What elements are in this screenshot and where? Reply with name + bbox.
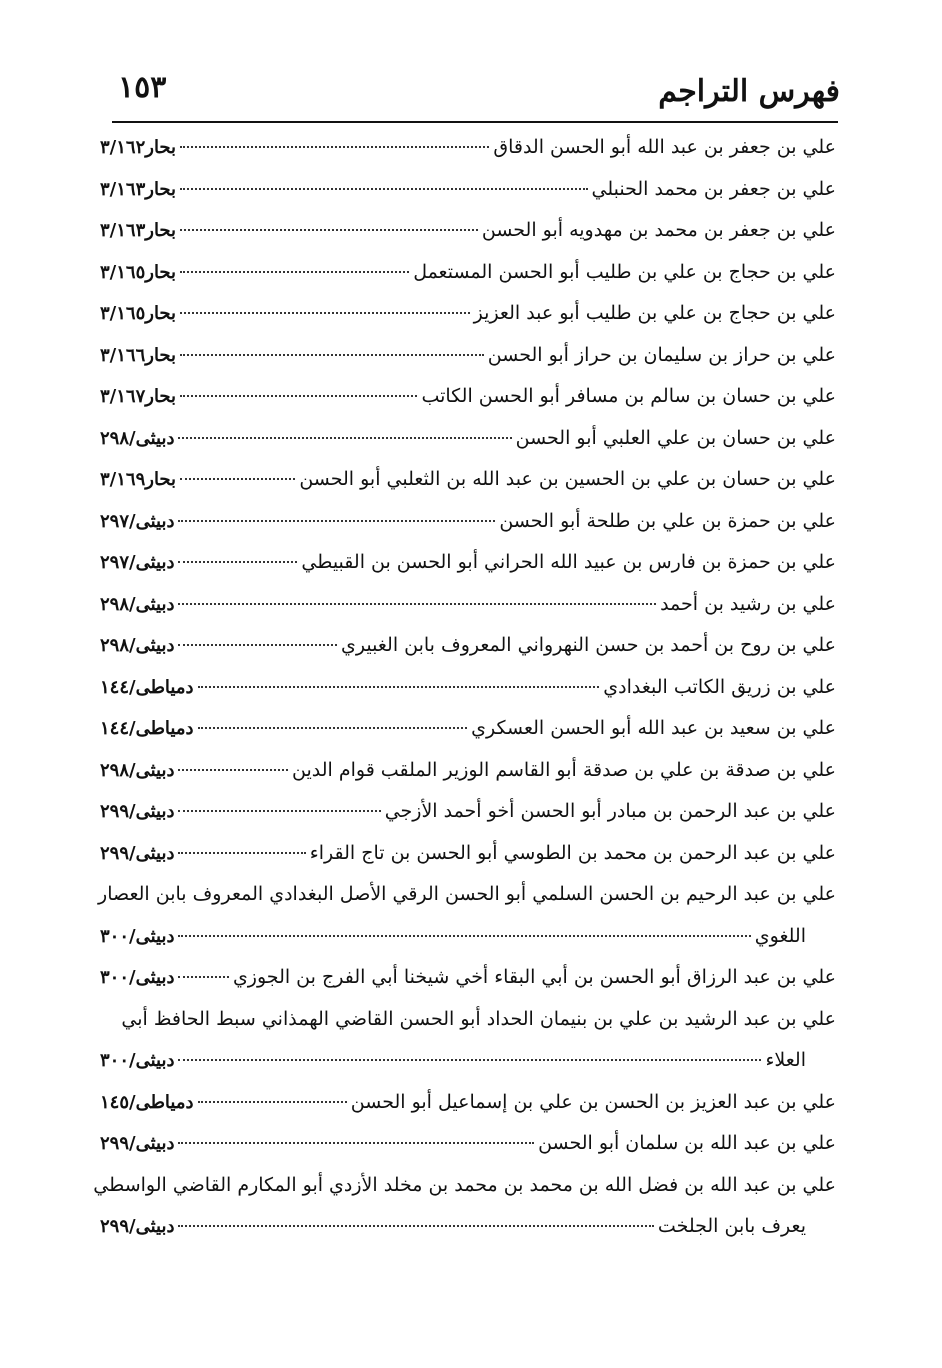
index-entry <box>100 676 836 718</box>
entry-reference: دمياطى/١٤٤ <box>100 718 194 739</box>
index-entry <box>100 966 836 1008</box>
leader-dots <box>178 520 495 522</box>
leader-dots <box>180 146 489 148</box>
entry-name: علي بن جعفر بن عبد الله أبو الحسن الدقاق <box>493 136 836 158</box>
entry-reference: دبيثى/٢٩٨ <box>100 635 175 656</box>
entry-reference: دبيثى/٣٠٠ <box>100 967 175 988</box>
leader-dots <box>198 686 600 688</box>
leader-dots <box>180 312 470 314</box>
index-entry <box>100 427 836 469</box>
entry-name: علي بن جعفر بن محمد بن مهدويه أبو الحسن <box>481 219 836 241</box>
entry-name: علي بن عبد الله بن فضل الله بن محمد بن محمد بن مخلد الأزدي أبو المكارم القاضي الواسطي <box>93 1173 836 1196</box>
entry-name: علي بن عبد الرحيم بن الحسن السلمي أبو الحسن الرقي الأصل البغدادي المعروف بابن العصار <box>98 883 836 905</box>
entry-name: اللغوي <box>754 924 806 947</box>
index-entry <box>100 925 836 967</box>
entry-reference: دبيثى/٢٩٨ <box>100 427 175 449</box>
index-entry <box>100 261 836 303</box>
entry-name: علي بن صدقة بن علي بن صدقة أبو القاسم الوزير الملقب قوام الدين <box>292 758 836 781</box>
index-entry <box>100 344 836 386</box>
entry-name: علي بن حسان بن علي بن الحسين بن عبد الله بن الثعلبي أبو الحسن <box>299 468 836 490</box>
entry-reference: بحار٣/١٦٣ <box>100 178 177 200</box>
leader-dots <box>178 769 288 771</box>
index-entry <box>100 178 836 220</box>
leader-dots <box>178 935 750 937</box>
leader-dots <box>178 437 511 439</box>
entry-name: علي بن عبد الله بن سلمان أبو الحسن <box>538 1132 836 1154</box>
index-entry <box>100 593 836 635</box>
entry-reference: دمياطى/١٤٤ <box>100 676 194 698</box>
leader-dots <box>178 1142 534 1144</box>
entry-name: علي بن روح بن أحمد بن حسن النهرواني المعروف بابن الغبيري <box>341 634 836 656</box>
leader-dots <box>198 727 468 729</box>
index-entry <box>100 1132 836 1174</box>
entry-reference: بحار٣/١٦٦ <box>100 344 177 366</box>
entry-reference: دبيثى/٢٩٨ <box>100 759 175 781</box>
entry-name: علي بن حراز بن سليمان بن حراز أبو الحسن <box>487 343 836 366</box>
leader-dots <box>178 561 297 563</box>
entry-name: علي بن حجاج بن علي بن طليب أبو الحسن المستعمل <box>413 260 836 283</box>
entry-reference: دبيثى/٢٩٩ <box>100 842 175 864</box>
index-entry <box>100 385 836 427</box>
entry-name: علي بن حمزة بن فارس بن عبيد الله الحراني أبو الحسن بن القبيطي <box>301 551 836 573</box>
index-entry <box>93 1173 836 1216</box>
index-entry <box>100 1215 836 1257</box>
entry-name: علي بن رشيد بن أحمد <box>660 592 836 615</box>
index-entry <box>100 800 836 842</box>
entry-reference: دبيثى/٢٩٩ <box>100 1133 175 1154</box>
entry-reference: دبيثى/٣٠٠ <box>100 1050 175 1071</box>
entry-reference: دبيثى/٢٩٩ <box>100 1216 175 1237</box>
page-number: ١٥٣ <box>118 70 167 105</box>
entry-name: علي بن عبد العزيز بن الحسن بن علي بن إسماعيل أبو الحسن <box>350 1090 836 1113</box>
page-header <box>112 66 840 116</box>
entry-reference: دبيثى/٢٩٧ <box>100 552 175 573</box>
entry-reference: بحار٣/١٦٣ <box>100 220 177 241</box>
index-entry <box>100 842 836 884</box>
entry-reference: دمياطى/١٤٥ <box>100 1091 194 1113</box>
entry-name: علي بن زريق الكاتب البغدادي <box>603 675 836 698</box>
entry-reference: بحار٣/١٦٧ <box>100 386 177 407</box>
index-entry <box>100 468 836 510</box>
leader-dots <box>178 976 228 978</box>
entry-reference: دبيثى/٢٩٩ <box>100 801 175 822</box>
entry-name: علي بن حسان بن علي العلبي أبو الحسن <box>515 426 836 449</box>
entry-reference: بحار٣/١٦٥ <box>100 261 177 283</box>
entry-name: علي بن عبد الرزاق أبو الحسن بن أبي البقاء أخي شيخنا أبي الفرج بن الجوزي <box>232 966 836 988</box>
entry-name: علي بن سعيد بن عبد الله أبو الحسن العسكري <box>471 717 836 739</box>
leader-dots <box>198 1101 347 1103</box>
page-title: فهرس التراجم <box>658 74 840 109</box>
entry-name: يعرف بابن الجلخت <box>657 1215 806 1237</box>
leader-dots <box>178 852 305 854</box>
index-entry <box>100 551 836 593</box>
index-entry <box>100 1049 836 1091</box>
leader-dots <box>178 1059 761 1061</box>
index-entry <box>100 302 836 344</box>
entry-reference: دبيثى/٢٩٨ <box>100 593 175 615</box>
leader-dots <box>180 229 478 231</box>
leader-dots <box>180 354 484 356</box>
index-entry <box>100 1008 836 1050</box>
leader-dots <box>180 188 587 190</box>
header-rule <box>112 121 838 123</box>
leader-dots <box>180 395 417 397</box>
entry-name: علي بن عبد الرحمن بن محمد بن الطوسي أبو الحسن بن تاج القراء <box>309 841 836 864</box>
index-entry <box>100 634 836 676</box>
leader-dots <box>180 271 409 273</box>
leader-dots <box>178 1225 653 1227</box>
entry-reference: دبيثى/٢٩٧ <box>100 510 175 532</box>
index-entry <box>100 219 836 261</box>
entry-name: علي بن حسان بن سالم بن مسافر أبو الحسن الكاتب <box>421 385 836 407</box>
entry-reference: بحار٣/١٦٥ <box>100 303 177 324</box>
leader-dots <box>178 644 337 646</box>
index-entry <box>100 1091 836 1133</box>
biography-index-list <box>93 136 836 1257</box>
index-entry <box>100 883 836 925</box>
entry-name: علي بن عبد الرشيد بن علي بن بنيمان الحداد أبو الحسن القاضي الهمذاني سبط الحافظ أبي <box>121 1007 836 1030</box>
entry-reference: دبيثى/٣٠٠ <box>100 925 175 947</box>
leader-dots <box>178 810 380 812</box>
entry-name: علي بن جعفر بن محمد الحنبلي <box>591 177 836 200</box>
entry-reference: بحار٣/١٦٩ <box>100 469 177 490</box>
index-entry <box>100 759 836 801</box>
index-entry <box>100 717 836 759</box>
index-entry <box>100 136 836 178</box>
leader-dots <box>178 603 656 605</box>
entry-name: علي بن حجاج بن علي بن طليب أبو عبد العزيز <box>473 302 836 324</box>
entry-reference: بحار٣/١٦٢ <box>100 137 177 158</box>
entry-name: العلاء <box>765 1049 806 1071</box>
entry-name: علي بن حمزة بن علي بن طلحة أبو الحسن <box>499 509 836 532</box>
entry-name: علي بن عبد الرحمن بن مبادر أبو الحسن أخو أحمد الأزجي <box>384 800 836 822</box>
leader-dots <box>180 478 295 480</box>
index-entry <box>100 510 836 552</box>
